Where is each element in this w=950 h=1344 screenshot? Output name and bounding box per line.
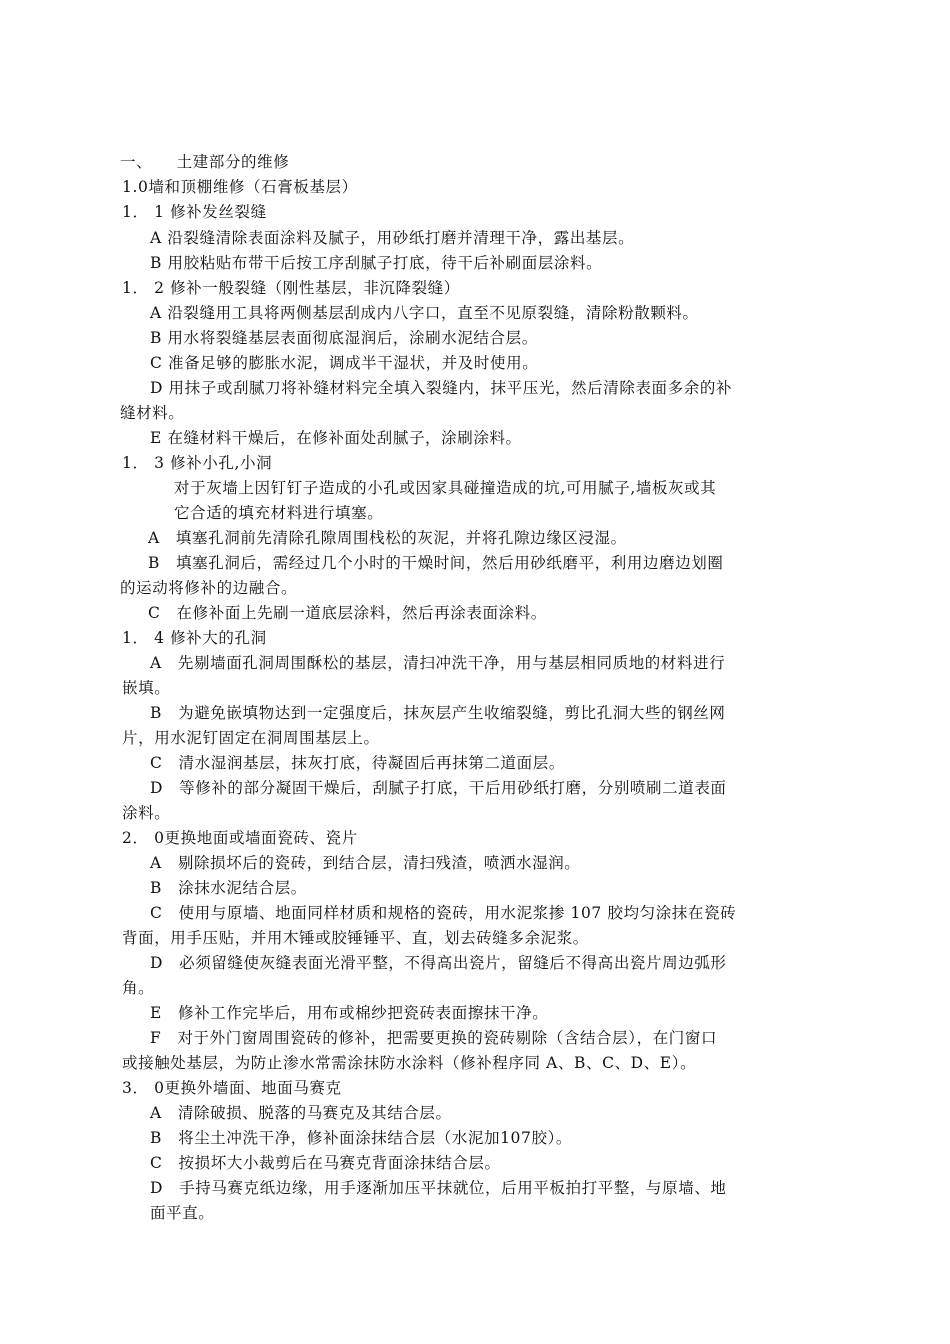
paragraph-line: 嵌填。 — [122, 679, 171, 697]
paragraph-line: C 准备足够的膨胀水泥，调成半干湿状，并及时使用。 — [150, 354, 539, 372]
paragraph-line: 背面，用手压贴，并用木锤或胶锤锤平、直，划去砖缝多余泥浆。 — [122, 929, 589, 947]
paragraph-line: E 在缝材料干燥后，在修补面处刮腻子，涂刷涂料。 — [150, 429, 522, 447]
paragraph-line: B 填塞孔洞后，需经过几个小时的干燥时间，然后用砂纸磨平，利用边磨边划圈 — [148, 554, 724, 572]
item-heading: 1． 1 修补发丝裂缝 — [122, 203, 267, 221]
paragraph-line: C 清水湿润基层，抹灰打底，待凝固后再抹第二道面层。 — [150, 754, 565, 772]
item-heading: 1． 2 修补一般裂缝（刚性基层，非沉降裂缝） — [122, 279, 460, 297]
paragraph-line: D 手持马赛克纸边缘，用手逐渐加压平抹就位，后用平板拍打平整，与原墙、地 — [150, 1179, 727, 1197]
paragraph-line: E 修补工作完毕后，用布或棉纱把瓷砖表面擦抹干净。 — [150, 1004, 549, 1022]
paragraph-line: D 必须留缝使灰缝表面光滑平整，不得高出瓷片，留缝后不得高出瓷片周边弧形 — [150, 954, 727, 972]
paragraph-line: B 为避免嵌填物达到一定强度后，抹灰层产生收缩裂缝，剪比孔洞大些的钢丝网 — [150, 704, 726, 722]
paragraph-line: 对于灰墙上因钉钉子造成的小孔或因家具碰撞造成的坑,可用腻子,墙板灰或其 — [174, 479, 717, 497]
paragraph-line: A 填塞孔洞前先清除孔隙周围栈松的灰泥，并将孔隙边缘区浸湿。 — [148, 529, 627, 547]
paragraph-line: B 将尘土冲洗干净，修补面涂抹结合层（水泥加107胶）。 — [150, 1129, 573, 1147]
paragraph-line: B 用水将裂缝基层表面彻底湿润后，涂刷水泥结合层。 — [150, 329, 538, 347]
paragraph-line: 的运动将修补的边融合。 — [120, 579, 298, 597]
subsection-heading: 1.0墙和顶棚维修（石膏板基层） — [122, 178, 358, 196]
paragraph-line: C 按损坏大小裁剪后在马赛克背面涂抹结合层。 — [150, 1154, 501, 1172]
paragraph-line: 片，用水泥钉固定在洞周围基层上。 — [122, 729, 380, 747]
paragraph-line: A 剔除损坏后的瓷砖，到结合层，清扫残渣，喷洒水湿润。 — [150, 854, 581, 872]
paragraph-line: D 等修补的部分凝固干燥后，刮腻子打底，干后用砂纸打磨，分别喷刷二道表面 — [150, 779, 727, 797]
paragraph-line: B 用胶粘贴布带干后按工序刮腻子打底，待干后补刷面层涂料。 — [150, 254, 603, 272]
paragraph-line: A 清除破损、脱落的马赛克及其结合层。 — [150, 1104, 452, 1122]
section-heading: 一、 土建部分的维修 — [120, 153, 290, 171]
paragraph-line: 角。 — [122, 979, 155, 997]
paragraph-line: A 沿裂缝用工具将两侧基层刮成内八字口，直至不见原裂缝，清除粉散颗料。 — [150, 304, 699, 322]
paragraph-line: D 用抹子或刮腻刀将补缝材料完全填入裂缝内，抹平压光，然后清除表面多余的补 — [150, 379, 733, 397]
paragraph-line: A 沿裂缝清除表面涂料及腻子，用砂纸打磨并清理干净，露出基层。 — [150, 229, 635, 247]
paragraph-line: 面平直。 — [150, 1204, 215, 1222]
paragraph-line: A 先剔墙面孔洞周围酥松的基层，清扫冲洗干净，用与基层相同质地的材料进行 — [150, 654, 726, 672]
paragraph-line: 它合适的填充材料进行填塞。 — [174, 504, 384, 522]
paragraph-line: C 使用与原墙、地面同样材质和规格的瓷砖，用水泥浆掺 107 胶均匀涂抹在瓷砖 — [150, 904, 737, 922]
paragraph-line: F 对于外门窗周围瓷砖的修补，把需要更换的瓷砖剔除（含结合层），在门窗口 — [150, 1029, 718, 1047]
subsection-heading: 3． 0更换外墙面、地面马赛克 — [122, 1079, 342, 1097]
paragraph-line: 涂料。 — [122, 804, 171, 822]
item-heading: 1． 3 修补小孔,小洞 — [122, 454, 273, 472]
paragraph-line: 缝材料。 — [120, 404, 185, 422]
subsection-heading: 2． 0更换地面或墙面瓷砖、瓷片 — [122, 829, 358, 847]
item-heading: 1． 4 修补大的孔洞 — [122, 629, 267, 647]
paragraph-line: C 在修补面上先刷一道底层涂料，然后再涂表面涂料。 — [148, 604, 547, 622]
paragraph-line: 或接触处基层，为防止渗水常需涂抹防水涂料（修补程序同 A、B、C、D、E）。 — [122, 1054, 697, 1072]
paragraph-line: B 涂抹水泥结合层。 — [150, 879, 307, 897]
